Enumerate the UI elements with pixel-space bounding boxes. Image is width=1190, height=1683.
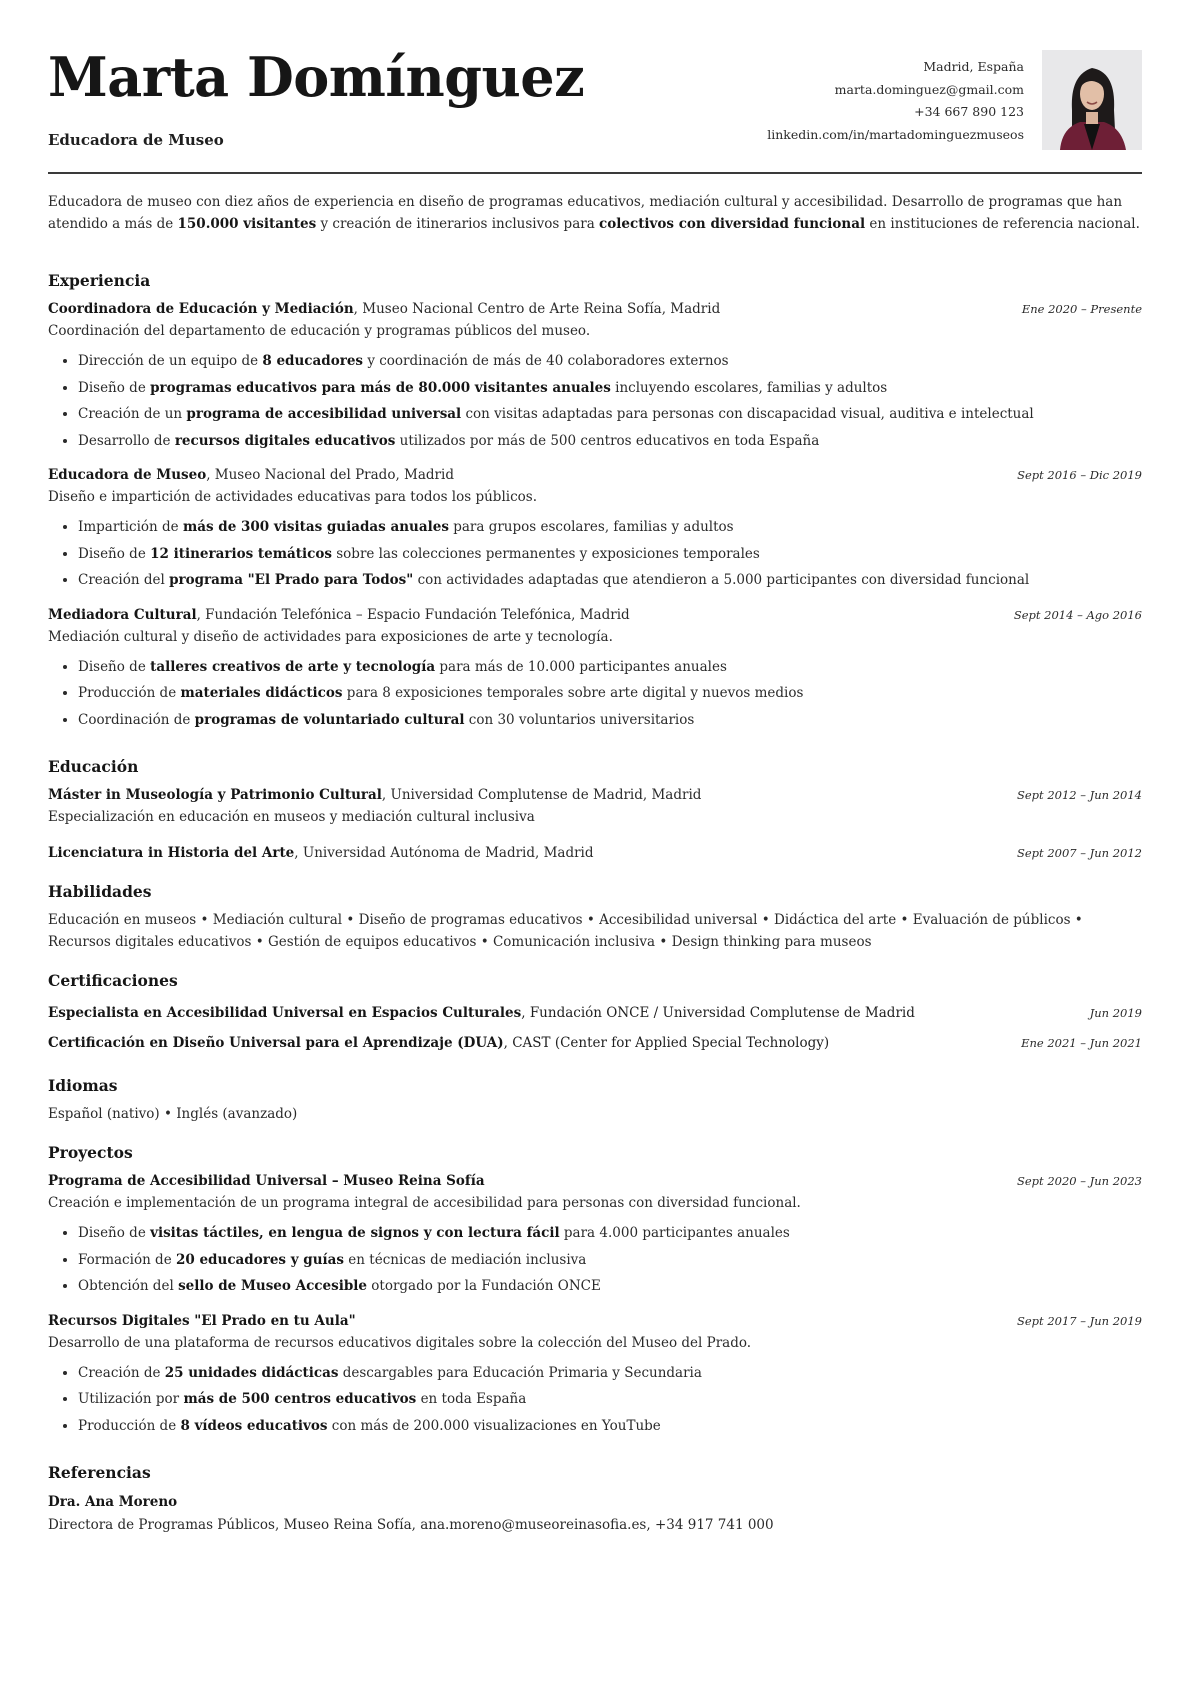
list-item: • Diseño de visitas táctiles, en lengua de signos y con lectura fácil para 4.000 participantes anuales — [78, 1220, 1142, 1247]
contact-location: Madrid, España — [923, 59, 1024, 74]
profile-photo — [1042, 50, 1142, 150]
section-title-certifications: Certificaciones — [48, 971, 178, 990]
entry-date: Sept 2012 – Jun 2014 — [1017, 788, 1142, 802]
list-item: • Utilización por más de 500 centros educativos en toda España — [78, 1386, 1142, 1413]
project-entry: Programa de Accesibilidad Universal – Museo Reina Sofía Sept 2020 – Jun 2023 Creación e implementación de un programa integral de accesibilidad para personas con diversidad funcional. • Diseño de visitas táctiles, en lengua de signos y con lectura fácil para 4.000 participantes anuales • Formación de 20 educadores y guías en técnicas de mediación inclusiva • Obtención del sello de Museo Accesible otorgado por la Fundación ONCE — [48, 1170, 1142, 1300]
entry-date: Sept 2014 – Ago 2016 — [1013, 607, 1142, 622]
list-item: • Creación del programa "El Prado para Todos" con actividades adaptadas que atendieron a 5.000 participantes con diversidad funcional — [78, 567, 1142, 594]
person-name: Marta Domínguez — [48, 45, 585, 109]
list-item: • Diseño de programas educativos para más de 80.000 visitantes anuales incluyendo escolares, familias y adultos — [78, 375, 1142, 402]
list-item: • Coordinación de programas de voluntariado cultural con 30 voluntarios universitarios — [78, 707, 1142, 734]
entry-date: Sept 2007 – Jun 2012 — [1017, 846, 1142, 860]
section-title-projects: Proyectos — [48, 1143, 133, 1162]
contact-phone: +34 667 890 123 — [914, 104, 1024, 119]
list-item: • Dirección de un equipo de 8 educadores y coordinación de más de 40 colaboradores externos — [78, 348, 1142, 375]
entry-date: Sept 2017 – Jun 2019 — [1017, 1313, 1142, 1328]
list-item: • Diseño de talleres creativos de arte y tecnología para más de 10.000 participantes anuales — [78, 654, 1142, 681]
experience-entry: Mediadora Cultural, Fundación Telefónica – Espacio Fundación Telefónica, Madrid Sept 2014 – Ago 2016 Mediación cultural y diseño de actividades para exposiciones de arte y tecnología. • Diseño de talleres creativos de arte y tecnología para más de 10.000 participantes anuales • Producción de materiales didácticos para 8 exposiciones temporales sobre arte digital y nuevos medios • Coordinación de programas de voluntariado cultural con 30 voluntarios universitarios — [48, 604, 1142, 734]
experience-entry: Coordinadora de Educación y Mediación, Museo Nacional Centro de Arte Reina Sofía, Madrid Ene 2020 – Presente Coordinación del departamento de educación y programas públicos del museo. • Dirección de un equipo de 8 educadores y coordinación de más de 40 colaboradores externos • Diseño de programas educativos para más de 80.000 visitantes anuales incluyendo escolares, familias y adultos • Creación de un programa de accesibilidad universal con visitas adaptadas para personas con discapacidad visual, auditiva e intelectual • Desarrollo de recursos digitales educativos utilizados por más de 500 centros educativos en toda España — [48, 298, 1142, 454]
languages-list: Español (nativo) • Inglés (avanzado) — [48, 1106, 298, 1122]
entry-date: Sept 2016 – Dic 2019 — [1017, 468, 1142, 482]
list-item: • Impartición de más de 300 visitas guiadas anuales para grupos escolares, familias y adultos — [78, 514, 1142, 541]
education-entry: Licenciatura in Historia del Arte, Universidad Autónoma de Madrid, Madrid Sept 2007 – Jun 2012 — [48, 842, 1142, 864]
profile-summary: Educadora de museo con diez años de experiencia en diseño de programas educativos, mediación cultural y accesibilidad. Desarrollo de programas que han atendido a más de 150.000 visitantes y creación de itinerarios inclusivos para colectivos con diversidad funcional en instituciones de referencia nacional. — [48, 194, 1140, 232]
contact-block — [767, 56, 1024, 146]
project-entry: Recursos Digitales "El Prado en tu Aula" Sept 2017 – Jun 2019 Desarrollo de una plataforma de recursos educativos digitales sobre la colección del Museo del Prado. • Creación de 25 unidades didácticas descargables para Educación Primaria y Secundaria • Utilización por más de 500 centros educativos en toda España • Producción de 8 vídeos educativos con más de 200.000 visualizaciones en YouTube — [48, 1310, 1142, 1440]
list-item: • Creación de un programa de accesibilidad universal con visitas adaptadas para personas con discapacidad visual, auditiva e intelectual — [78, 401, 1142, 428]
section-title-experience: Experiencia — [48, 271, 151, 290]
list-item: • Desarrollo de recursos digitales educativos utilizados por más de 500 centros educativos en toda España — [78, 428, 1142, 455]
section-title-references: Referencias — [48, 1463, 151, 1482]
education-entry: Máster in Museología y Patrimonio Cultural, Universidad Complutense de Madrid, Madrid Sept 2012 – Jun 2014 Especialización en educación en museos y mediación cultural inclusiva — [48, 784, 1142, 828]
list-item: • Producción de 8 vídeos educativos con más de 200.000 visualizaciones en YouTube — [78, 1413, 1142, 1440]
entry-date: Sept 2020 – Jun 2023 — [1017, 1174, 1142, 1188]
experience-entry: Educadora de Museo, Museo Nacional del Prado, Madrid Sept 2016 – Dic 2019 Diseño e impartición de actividades educativas para todos los públicos. • Impartición de más de 300 visitas guiadas anuales para grupos escolares, familias y adultos • Diseño de 12 itinerarios temáticos sobre las colecciones permanentes y exposiciones temporales • Creación del programa "El Prado para Todos" con actividades adaptadas que atendieron a 5.000 participantes con diversidad funcional — [48, 464, 1142, 594]
section-title-languages: Idiomas — [48, 1076, 118, 1095]
list-item: • Creación de 25 unidades didácticas descargables para Educación Primaria y Secundaria — [78, 1360, 1142, 1387]
entry-date: Ene 2021 – Jun 2021 — [1021, 1036, 1142, 1050]
entry-date: Jun 2019 — [1089, 1006, 1142, 1020]
section-title-skills: Habilidades — [48, 882, 152, 901]
certification-entry: Especialista en Accesibilidad Universal en Espacios Culturales, Fundación ONCE / Universidad Complutense de Madrid Jun 2019 — [48, 998, 1142, 1028]
person-portrait-icon — [1042, 50, 1142, 150]
skills-list: Educación en museos • Mediación cultural • Diseño de programas educativos • Accesibilidad universal • Didáctica del arte • Evaluación de públicos • Recursos digitales educativos • Gestión de equipos educativos • Comunicación inclusiva • Design thinking para museos — [48, 912, 1083, 950]
list-item: • Obtención del sello de Museo Accesible otorgado por la Fundación ONCE — [78, 1273, 1142, 1300]
list-item: • Formación de 20 educadores y guías en técnicas de mediación inclusiva — [78, 1247, 1142, 1274]
list-item: • Producción de materiales didácticos para 8 exposiciones temporales sobre arte digital y nuevos medios — [78, 680, 1142, 707]
reference-name: Dra. Ana Moreno — [48, 1494, 178, 1510]
list-item: • Diseño de 12 itinerarios temáticos sobre las colecciones permanentes y exposiciones temporales — [78, 541, 1142, 568]
entry-date: Ene 2020 – Presente — [1021, 302, 1142, 316]
contact-email[interactable]: marta.dominguez@gmail.com — [834, 81, 1024, 97]
resume-header — [48, 0, 1142, 174]
job-title: Educadora de Museo — [48, 131, 224, 149]
section-title-education: Educación — [48, 757, 139, 776]
contact-linkedin[interactable]: linkedin.com/in/martadominguezmuseos — [767, 126, 1024, 142]
certification-entry: Certificación en Diseño Universal para el Aprendizaje (DUA), CAST (Center for Applied Special Technology) Ene 2021 – Jun 2021 — [48, 1028, 1142, 1058]
reference-detail: Directora de Programas Públicos, Museo Reina Sofía, ana.moreno@museoreinasofia.es, +34 917 741 000 — [48, 1517, 774, 1533]
